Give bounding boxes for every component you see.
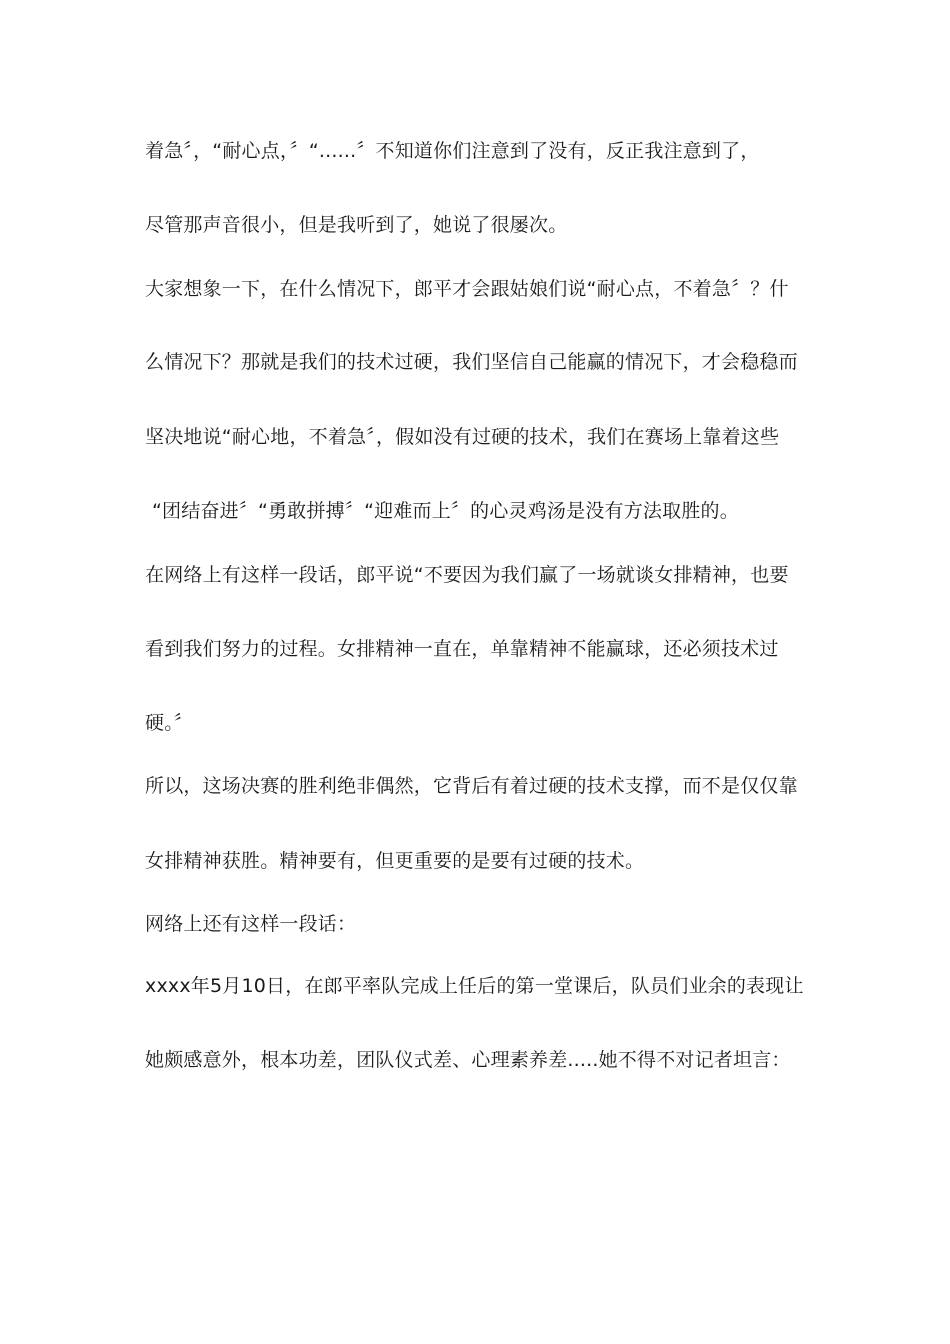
text-line-6: “团结奋进〞“勇敢拼搏〞“迎难而上〞的心灵鸡汤是没有方法取胜的。 [152, 500, 739, 522]
text-line-8: 看到我们努力的过程。女排精神一直在，单靠精神不能赢球，还必须技术过 [145, 638, 779, 660]
text-line-1: 着急〞，“耐心点，〞“......〞不知道你们注意到了没有，反正我注意到了， [145, 140, 760, 162]
text-line-13: xxxx年5月10日，在郎平率队完成上任后的第一堂课后，队员们业余的表现让 [145, 975, 804, 997]
text-line-11: 女排精神获胜。精神要有，但更重要的是要有过硬的技术。 [145, 850, 645, 872]
text-line-2: 尽管那声音很小，但是我听到了，她说了很屡次。 [145, 214, 568, 236]
text-line-7: 在网络上有这样一段话，郎平说“不要因为我们赢了一场就谈女排精神，也要 [145, 564, 789, 586]
text-line-10: 所以，这场决赛的胜利绝非偶然，它背后有着过硬的技术支撑，而不是仅仅靠 [145, 775, 798, 797]
text-line-5: 坚决地说“耐心地，不着急〞，假如没有过硬的技术，我们在赛场上靠着这些 [145, 426, 780, 448]
text-line-14: 她颇感意外，根本功差，团队仪式差、心理素养差.....她不得不对记者坦言： [145, 1049, 791, 1071]
text-line-9: 硬。〞 [145, 712, 194, 734]
text-line-12: 网络上还有这样一段话： [145, 913, 357, 935]
text-line-3: 大家想象一下，在什么情况下，郎平才会跟姑娘们说“耐心点，不着急〞？什 [145, 278, 789, 300]
text-line-4: 么情况下？那就是我们的技术过硬，我们坚信自己能赢的情况下，才会稳稳而 [145, 351, 798, 373]
